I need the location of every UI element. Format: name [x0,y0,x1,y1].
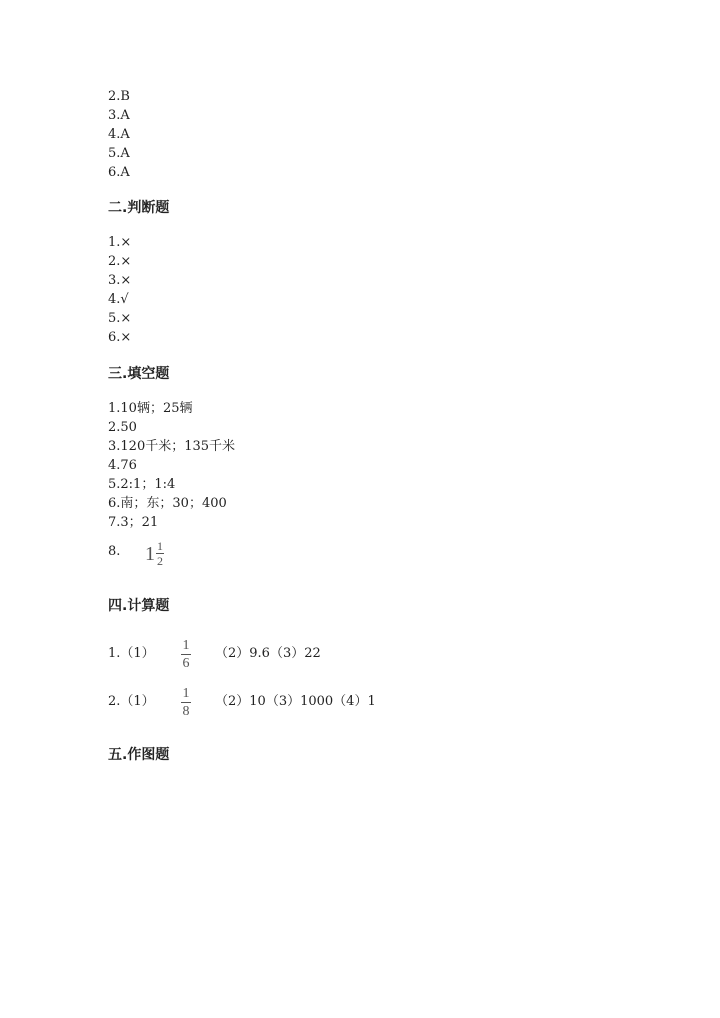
fraction-numerator: 1 [157,539,163,553]
fraction [181,638,191,671]
fraction [156,540,164,567]
answer-line: 1.× [108,235,132,250]
answer-line: 6.A [108,165,130,180]
answer-line: 4.76 [108,458,137,473]
answer-line: 5.2:1；1:4 [108,477,176,492]
answer-line: 6.× [108,330,132,345]
answer-label: 8. [108,544,121,559]
answer-line: 6.南；东；30；400 [108,496,227,511]
section-heading-drawing: 五.作图题 [108,747,170,763]
answer-suffix: （2）10（3）1000（4）1 [215,694,376,709]
fraction-denominator: 2 [157,554,163,568]
fraction-bar [181,654,191,655]
section-heading-judgment: 二.判断题 [108,200,170,216]
answer-line: 2.× [108,254,132,269]
answer-line: 1.10辆；25辆 [108,401,193,416]
fraction-bar [181,702,191,703]
answer-line: 3.120千米；135千米 [108,439,236,454]
mixed-number [145,540,164,567]
answer-line: 3.× [108,273,132,288]
fraction-denominator: 6 [182,656,190,671]
answer-line: 5.A [108,146,130,161]
fraction-denominator: 8 [182,704,190,719]
answer-line: 5.× [108,311,132,326]
answer-line: 4.√ [108,292,129,307]
answer-line: 7.3；21 [108,515,159,530]
answer-suffix: （2）9.6（3）22 [215,646,321,661]
mixed-whole: 1 [145,542,155,565]
section-heading-fill-blank: 三.填空题 [108,366,170,382]
answer-prefix: 1.（1） [108,646,155,661]
fraction-numerator: 1 [182,638,190,653]
answer-prefix: 2.（1） [108,694,155,709]
section-heading-calculation: 四.计算题 [108,598,170,614]
fraction-numerator: 1 [182,686,190,701]
answer-line: 2.B [108,89,130,104]
answer-line: 3.A [108,108,130,123]
answer-line: 4.A [108,127,130,142]
answer-line: 2.50 [108,420,137,435]
fraction [181,686,191,719]
